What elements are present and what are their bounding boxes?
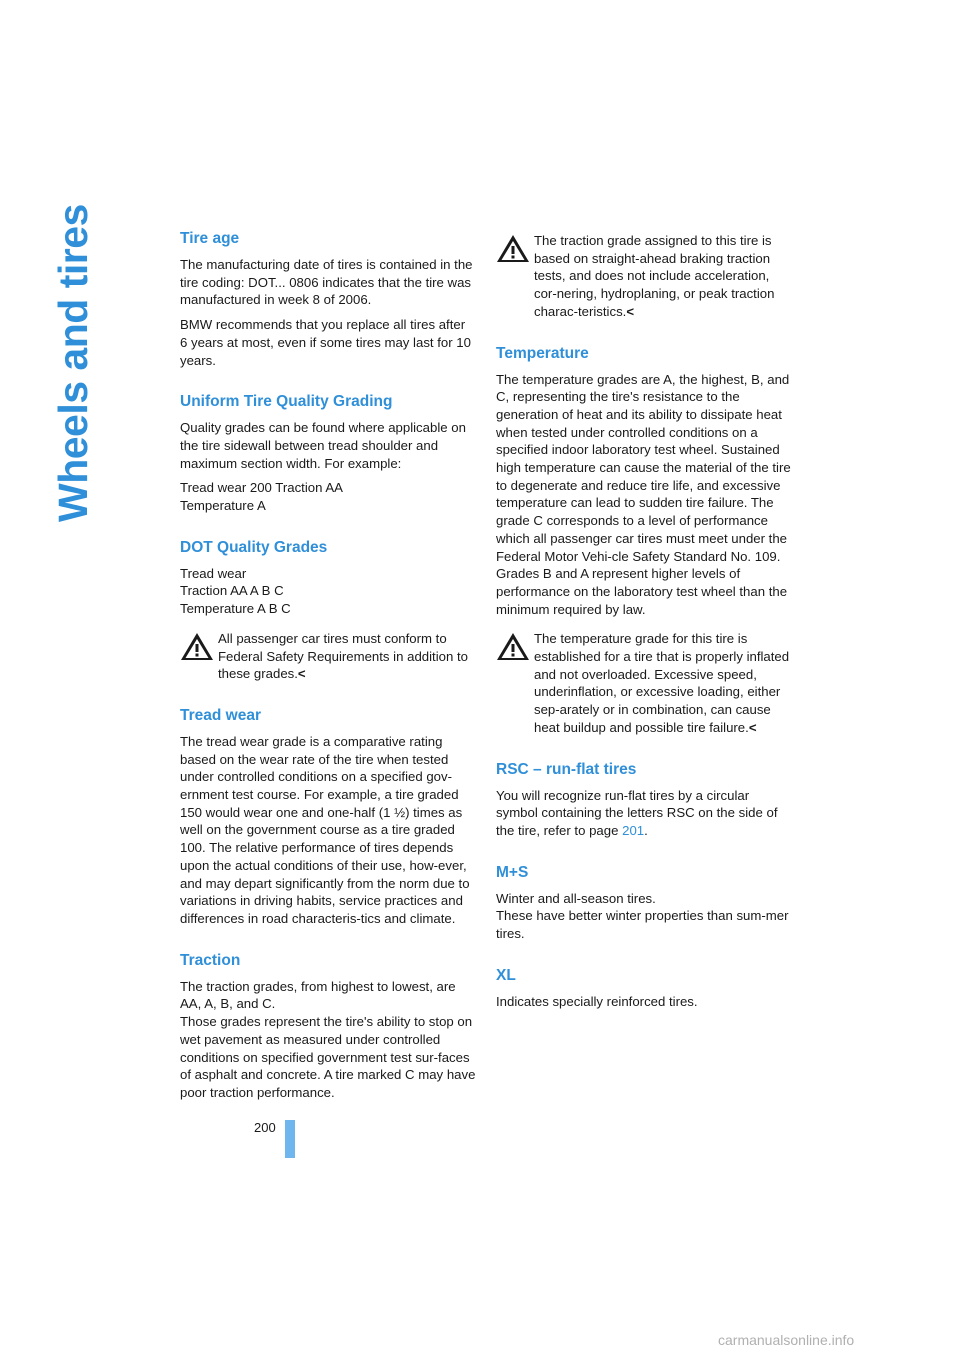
heading-traction: Traction bbox=[180, 951, 241, 969]
heading-utqg: Uniform Tire Quality Grading bbox=[180, 393, 393, 411]
dot-warning-note bbox=[180, 630, 476, 683]
section-temperature bbox=[496, 343, 792, 737]
right-column bbox=[496, 228, 792, 1011]
ms-body bbox=[496, 890, 792, 943]
temperature-warning-note bbox=[496, 630, 792, 736]
traction-warning-text: The traction grade assigned to this tire is based on straight-ahead braking traction tests, and does not include acceleration, cor-nering, hydroplaning, or peak traction charac-teristics. bbox=[534, 233, 775, 319]
end-mark: < bbox=[626, 303, 635, 319]
rsc-paragraph: You will recognize run-flat tires by a circular symbol containing the letters RSC on the side of the tire, refer to page bbox=[496, 787, 778, 838]
page-reference-link[interactable]: 201 bbox=[622, 822, 645, 838]
warning-triangle-icon bbox=[496, 234, 530, 263]
tire-age-paragraph-2: BMW recommends that you replace all tires after 6 years at most, even if some tires may last for 10 years. bbox=[180, 317, 471, 368]
temperature-warning-text: The temperature grade for this tire is established for a tire that is properly inflated and not overloaded. Excessive speed, underinflation, or excessive loading, either sep-arately or in combination, can cause heat buildup and possible tire failure. bbox=[534, 631, 790, 735]
heading-dot-quality-grades: DOT Quality Grades bbox=[180, 538, 328, 556]
tread-wear-paragraph: The tread wear grade is a comparative rating based on the wear rate of the tire when tested under controlled conditions on a specified gov-ernment test course. For example, a tire graded 150 would wear one and one-half (1 ½) times as well on the government course as a tire graded 100. The relative performance of tires depends upon the actual conditions of their use, how-ever, and may depart significantly from the norm due to variations in driving habits, service practices and differences in road characteris-tics and climate. bbox=[180, 733, 470, 926]
traction-warning-note bbox=[496, 232, 792, 321]
page-marker-bar bbox=[285, 1120, 295, 1158]
utqg-example-line-2: Temperature A bbox=[180, 498, 266, 514]
warning-triangle-icon bbox=[496, 632, 530, 661]
dot-line-traction: Traction AA A B C bbox=[180, 583, 284, 599]
section-traction bbox=[180, 950, 476, 1102]
dot-line-temperature: Temperature A B C bbox=[180, 601, 291, 617]
traction-line-1: The traction grades, from highest to lowest, are AA, A, B, and C. bbox=[180, 978, 456, 1012]
page-number: 200 bbox=[254, 1120, 276, 1135]
section-xl bbox=[496, 965, 792, 1011]
dot-line-tread-wear: Tread wear bbox=[180, 565, 247, 581]
xl-paragraph: Indicates specially reinforced tires. bbox=[496, 993, 698, 1009]
warning-triangle-icon bbox=[180, 632, 214, 661]
end-mark: < bbox=[297, 666, 306, 682]
utqg-example bbox=[180, 479, 476, 514]
traction-body bbox=[180, 978, 476, 1102]
heading-tire-age: Tire age bbox=[180, 230, 240, 247]
dot-grades-list bbox=[180, 565, 476, 618]
left-column bbox=[180, 228, 476, 1102]
end-mark: < bbox=[748, 719, 757, 735]
heading-tread-wear: Tread wear bbox=[180, 706, 261, 724]
chapter-title: Wheels and tires bbox=[50, 204, 96, 522]
section-tread-wear bbox=[180, 705, 476, 928]
tire-age-paragraph-1: The manufacturing date of tires is contained in the tire coding: DOT... 0806 indicates that the tire was manufactured in week 8 of 2006. bbox=[180, 257, 473, 308]
heading-rsc: RSC – run-flat tires bbox=[496, 760, 637, 778]
section-ms bbox=[496, 862, 792, 943]
utqg-paragraph: Quality grades can be found where applicable on the tire sidewall between tread shoulder and maximum section width. For example: bbox=[180, 420, 466, 471]
section-tire-age bbox=[180, 228, 476, 369]
heading-xl: XL bbox=[496, 966, 516, 984]
ms-line-1: Winter and all-season tires. bbox=[496, 890, 656, 906]
chapter-side-tab bbox=[42, 100, 122, 740]
rsc-paragraph-end: . bbox=[644, 822, 648, 838]
section-dot-quality-grades bbox=[180, 537, 476, 683]
temperature-paragraph: The temperature grades are A, the highest, B, and C, representing the tire's resistance to the generation of heat and its ability to dissipate heat when tested under controlled conditions on a specified indoor laboratory test wheel. Sustained high temperature can cause the material of the tire to degenerate and reduce tire life, and excessive temperature can lead to sudden tire failure. The grade C corresponds to a level of performance which all passenger car tires must meet under the Federal Motor Vehi-cle Safety Standard No. 109. Grades B and A represent higher levels of performance on the laboratory test wheel than the minimum required by law. bbox=[496, 371, 791, 617]
heading-temperature: Temperature bbox=[496, 344, 589, 362]
dot-warning-text: All passenger car tires must conform to Federal Safety Requirements in addition to these grades. bbox=[218, 630, 468, 682]
section-rsc bbox=[496, 759, 792, 840]
heading-ms: M+S bbox=[496, 863, 529, 881]
utqg-example-line-1: Tread wear 200 Traction AA bbox=[180, 480, 343, 496]
traction-paragraph-2: Those grades represent the tire's ability to stop on wet pavement as measured under controlled conditions on specified government test sur-faces of asphalt and concrete. A tire marked C may have poor traction performance. bbox=[180, 1014, 476, 1100]
ms-line-2: These have better winter properties than sum-mer tires. bbox=[496, 908, 789, 942]
section-utqg bbox=[180, 391, 476, 515]
watermark: carmanualsonline.info bbox=[718, 1332, 855, 1348]
